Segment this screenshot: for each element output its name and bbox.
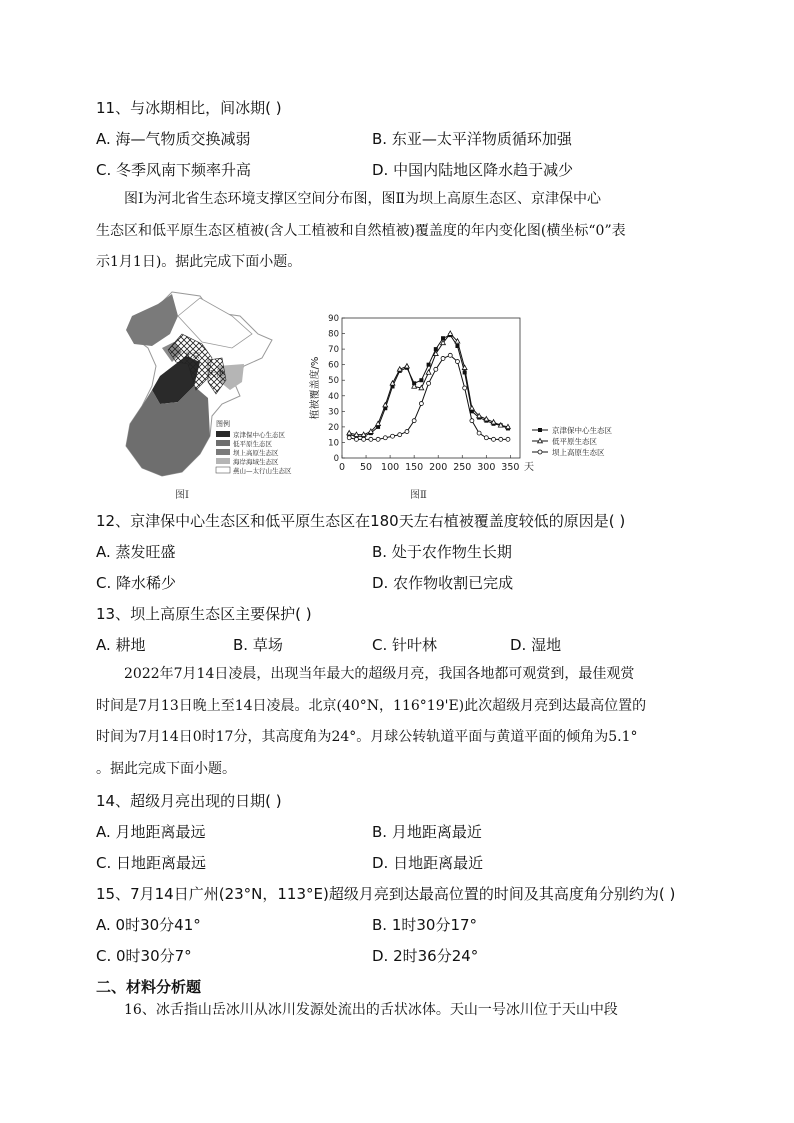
series-3-point — [455, 360, 459, 364]
chart-x-label: 天 — [524, 462, 534, 473]
intro2-line-3: 时间为7月14日0时17分，其高度角为24°。月球公转轨道平面与黄道平面的倾角为5.1° — [96, 729, 638, 745]
q13-stem: 13、坝上高原生态区主要保护( ) — [96, 605, 312, 623]
intro2-line-1: 2022年7月14日凌晨，出现当年最大的超级月亮，我国各地都可观赏到，最佳观赏 — [124, 666, 635, 682]
series-3-point — [369, 437, 373, 441]
x-tick-label: 300 — [477, 462, 496, 473]
intro-paragraph-1 — [96, 184, 698, 279]
x-tick-label: 250 — [453, 462, 472, 473]
y-tick-label: 0 — [333, 454, 339, 464]
series-3-point — [492, 437, 496, 441]
q13-option-b: B. 草场 — [233, 636, 283, 654]
series-3-point — [362, 437, 366, 441]
intro-paragraph-2 — [96, 659, 698, 785]
series-1-point — [427, 363, 431, 367]
series-3-point — [383, 436, 387, 440]
x-tick-label: 350 — [501, 462, 520, 473]
series-2-point — [469, 406, 474, 410]
y-tick-label: 80 — [328, 329, 339, 340]
y-tick-label: 30 — [328, 407, 339, 418]
series-3-point — [405, 430, 409, 434]
intro1-line-1: 图Ⅰ为河北省生态环境支撑区空间分布图，图Ⅱ为坝上高原生态区、京津保中心 — [124, 191, 602, 207]
x-tick-label: 150 — [405, 462, 424, 473]
chart-y-label: 植被覆盖度/% — [310, 356, 321, 420]
y-tick-label: 70 — [328, 345, 339, 356]
intro1-line-3: 示1月1日)。据此完成下面小题。 — [96, 254, 302, 270]
q16-line-1: 16、冰舌指山岳冰川从冰川发源处流出的舌状冰体。天山一号冰川位于天山中段 — [124, 1002, 618, 1018]
y-tick-label: 60 — [328, 360, 339, 371]
series-2-point — [426, 370, 431, 374]
series-3-point — [391, 434, 395, 438]
legend-swatch-3 — [216, 449, 230, 455]
series-3-point — [499, 437, 503, 441]
y-tick-label: 50 — [328, 376, 339, 387]
q11-option-c: C. 冬季风南下频率升高 — [96, 161, 252, 179]
label-beijing: 北京 — [184, 351, 200, 360]
q11-option-b: B. 东亚—太平洋物质循环加强 — [372, 130, 572, 148]
y-tick-label: 90 — [328, 314, 339, 324]
legend-marker-3 — [538, 450, 542, 454]
q14-option-b: B. 月地距离最近 — [372, 823, 482, 841]
figure-1-caption: 图Ⅰ — [175, 490, 189, 501]
q15-option-c: C. 0时30分7° — [96, 947, 192, 965]
x-tick-label: 50 — [360, 462, 373, 473]
series-3-point — [354, 437, 358, 441]
series-3-point — [484, 436, 488, 440]
chart-legend — [532, 425, 612, 457]
series-3-point — [470, 419, 474, 423]
series-line-3 — [349, 355, 508, 439]
y-tick-label: 10 — [328, 438, 339, 449]
q14-option-d: D. 日地距离最近 — [372, 854, 484, 872]
chart-series-group — [347, 331, 511, 441]
q12-option-d: D. 农作物收割已完成 — [372, 574, 514, 592]
legend-series-label-3: 坝上高原生态区 — [552, 448, 605, 457]
legend-label-2: 低平原生态区 — [233, 440, 272, 448]
q14-option-c: C. 日地距离最远 — [96, 854, 207, 872]
q15-stem: 15、7月14日广州(23°N，113°E)超级月亮到达最高位置的时间及其高度角分别约为( ) — [96, 885, 676, 903]
series-3-point — [398, 433, 402, 437]
q15-option-b: B. 1时30分17° — [372, 916, 478, 934]
q13-option-a: A. 耕地 — [96, 636, 146, 654]
series-3-point — [477, 431, 481, 435]
series-3-point — [427, 381, 431, 385]
q11-option-d: D. 中国内陆地区降水趋于减少 — [372, 161, 574, 179]
series-3-point — [412, 419, 416, 423]
figure-1-map — [112, 286, 308, 482]
legend-series-label-2: 低平原生态区 — [552, 437, 597, 446]
legend-label-4: 海岸海域生态区 — [233, 458, 279, 466]
y-tick-label: 20 — [328, 422, 339, 433]
legend-label-3: 坝上高原生态区 — [233, 449, 279, 457]
legend-title: 图例 — [216, 420, 230, 428]
series-3-point — [419, 402, 423, 406]
x-tick-label: 100 — [381, 462, 400, 473]
q13-option-d: D. 湿地 — [510, 636, 562, 654]
legend-label-5: 燕山—太行山生态区 — [233, 467, 292, 475]
q14-stem: 14、超级月亮出现的日期( ) — [96, 792, 282, 810]
series-3-point — [506, 437, 510, 441]
series-3-point — [347, 436, 351, 440]
q14-option-a: A. 月地距离最远 — [96, 823, 206, 841]
series-3-point — [448, 353, 452, 357]
q12-option-a: A. 蒸发旺盛 — [96, 543, 176, 561]
label-tianjin: 天津 — [208, 369, 224, 378]
q15-option-d: D. 2时36分24° — [372, 947, 479, 965]
x-tick-label: 200 — [429, 462, 448, 473]
legend-swatch-4 — [216, 458, 230, 464]
q13-option-c: C. 针叶林 — [372, 636, 438, 654]
intro2-line-2: 时间是7月13日晚上至14日凌晨。北京(40°N，116°19'E)此次超级月亮到达最高位置的 — [96, 697, 647, 714]
intro1-line-2: 生态区和低平原生态区植被(含人工植被和自然植被)覆盖度的年内变化图(横坐标“0”表 — [96, 222, 626, 239]
q15-option-a: A. 0时30分41° — [96, 916, 201, 934]
intro2-line-4: 。据此完成下面小题。 — [96, 760, 236, 777]
series-3-point — [463, 386, 467, 390]
legend-swatch-5 — [216, 467, 230, 473]
q11-option-a: A. 海—气物质交换减弱 — [96, 130, 251, 148]
figure-2-chart — [306, 312, 646, 482]
q11-stem: 11、与冰期相比，间冰期( ) — [96, 99, 282, 117]
q12-option-b: B. 处于农作物生长期 — [372, 543, 512, 561]
series-3-point — [441, 356, 445, 360]
q12-option-c: C. 降水稀少 — [96, 574, 177, 592]
legend-marker-1 — [538, 428, 542, 432]
y-tick-label: 40 — [328, 391, 339, 402]
figure-2-caption: 图Ⅱ — [410, 490, 427, 501]
q16-paragraph — [96, 995, 698, 1027]
series-3-point — [434, 367, 438, 371]
q12-stem: 12、京津保中心生态区和低平原生态区在180天左右植被覆盖度较低的原因是( ) — [96, 512, 626, 530]
legend-swatch-1 — [216, 431, 230, 437]
x-tick-label: 0 — [338, 462, 346, 473]
legend-swatch-2 — [216, 440, 230, 446]
section-2-heading: 二、材料分析题 — [96, 978, 202, 996]
map-legend — [216, 419, 292, 475]
series-3-point — [376, 437, 380, 441]
series-1-point — [419, 378, 423, 382]
legend-label-1: 京津保中心生态区 — [233, 431, 285, 439]
legend-series-label-1: 京津保中心生态区 — [552, 426, 612, 435]
chart-axes — [328, 314, 520, 473]
